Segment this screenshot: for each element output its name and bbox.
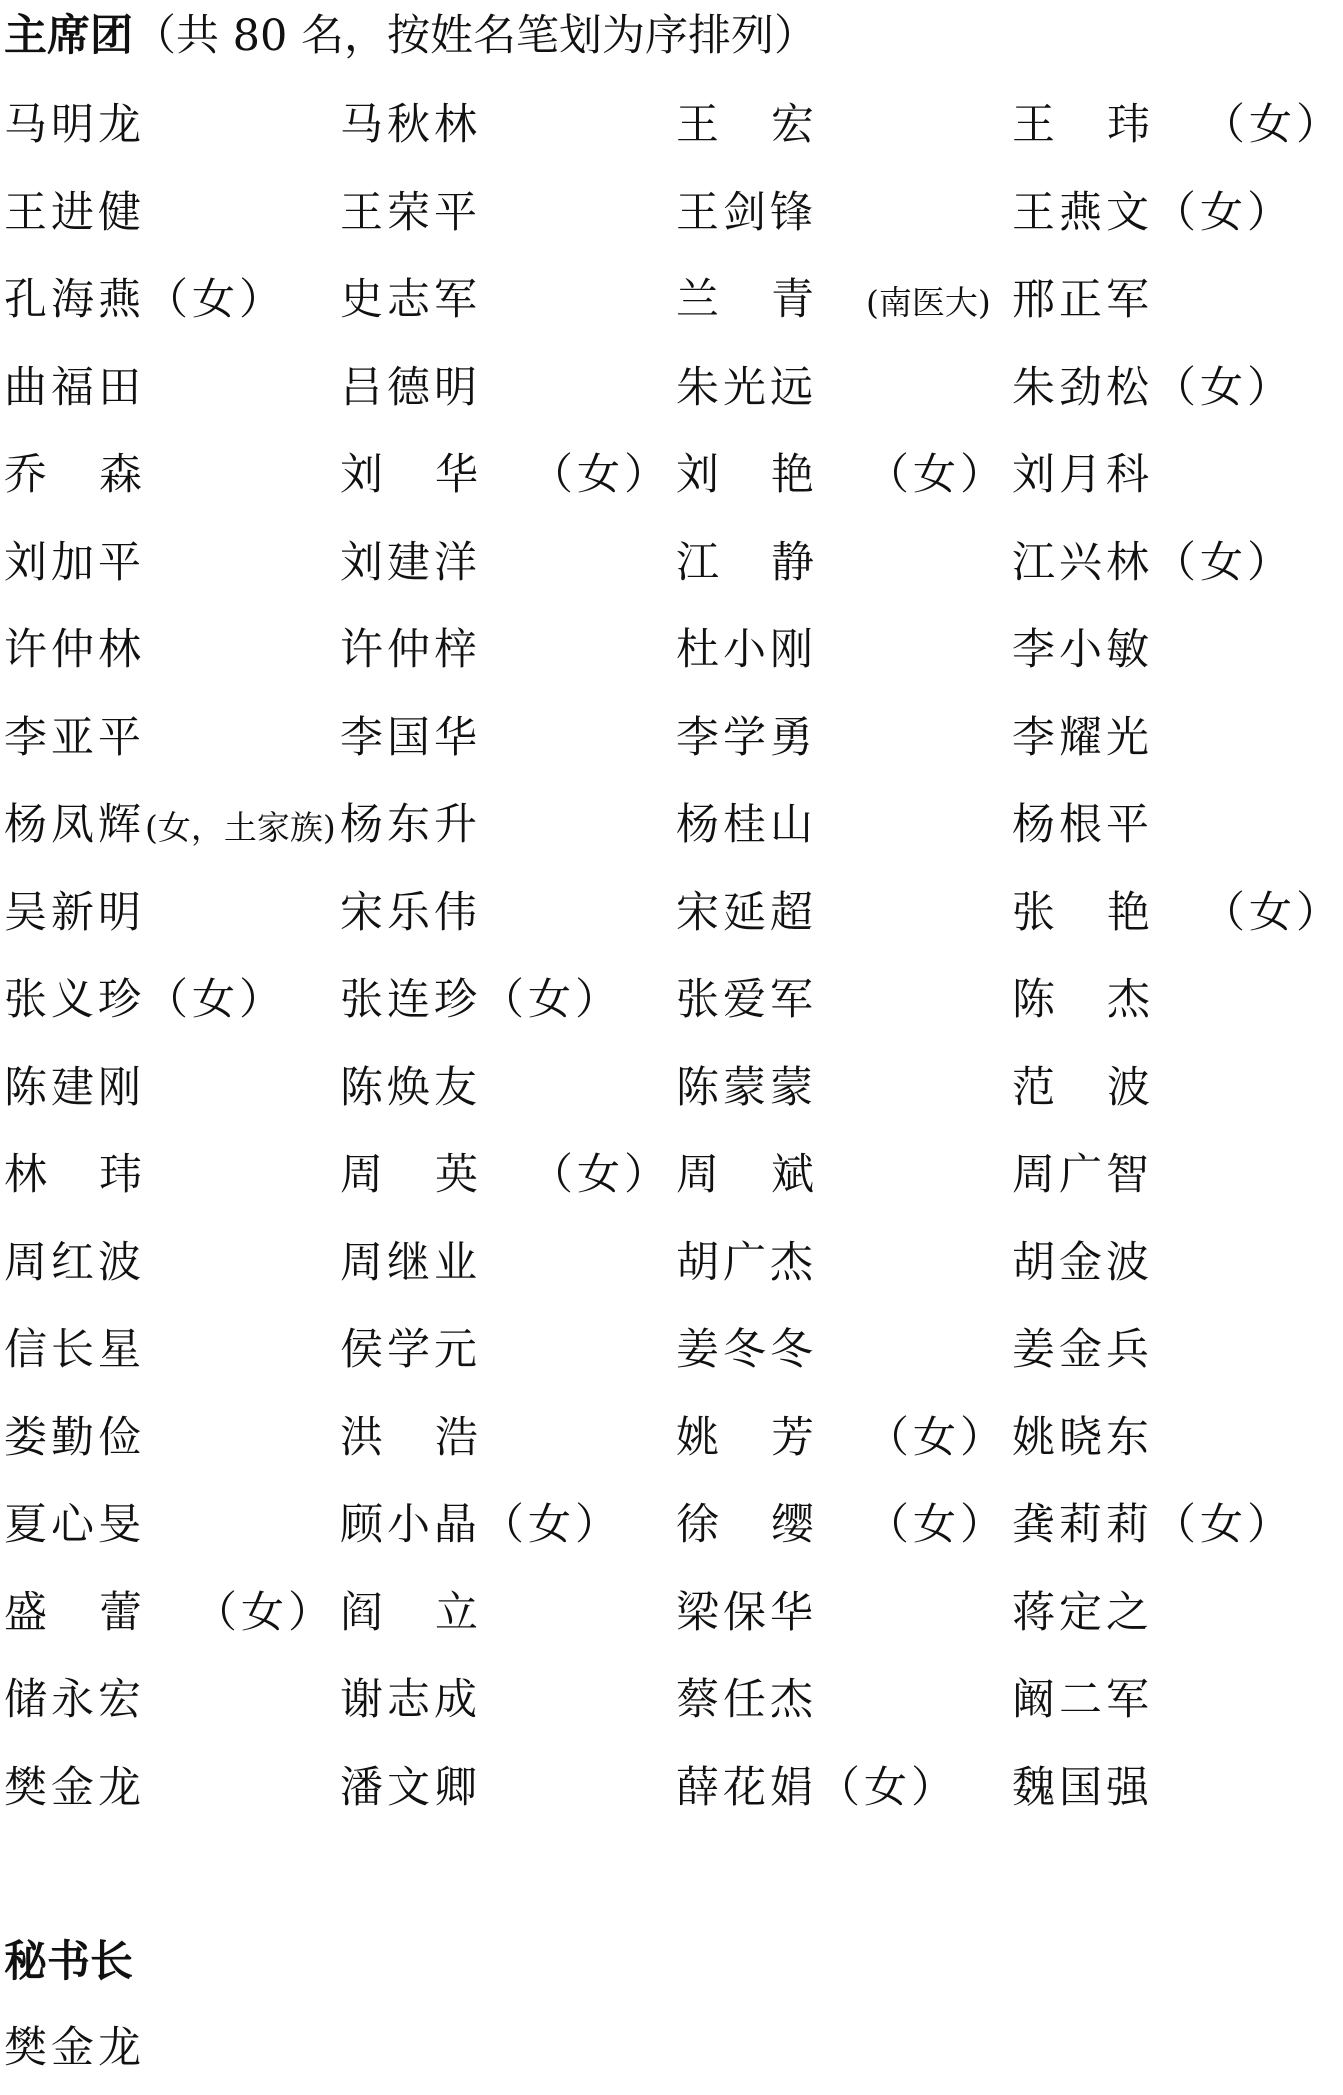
member-name: 刘月科 [1012,450,1153,500]
member-name: 陈建刚 [4,1062,145,1113]
member-entry [340,1495,676,1583]
member-name: 姜冬冬 [676,1325,817,1375]
member-entry [676,1320,1012,1408]
member-name: 夏心旻 [4,1500,145,1550]
member-entry [1012,270,1280,358]
member-entry [676,970,1012,1058]
member-entry [676,1145,1012,1233]
member-name: 孔海燕 [4,275,145,325]
member-note: （女） [866,1500,1007,1550]
member-name: 史志军 [340,275,481,325]
member-entry [676,1233,1012,1321]
member-name: 薛花娟 [676,1762,817,1813]
secretary-general-title: 秘书长 [4,1937,133,1987]
member-entry [340,708,676,796]
member-entry [1012,708,1280,796]
member-note: （女） [1153,537,1294,588]
presidium-heading [4,6,817,66]
member-entry [676,445,1012,533]
member-entry [1012,1233,1280,1321]
member-name: 周红波 [4,1237,145,1288]
member-entry [340,1670,676,1758]
member-name: 王进健 [4,187,145,238]
member-entry [4,1758,340,1846]
member-name: 刘艳 [676,450,866,500]
member-entry [676,1670,1012,1758]
member-name: 宋乐伟 [340,887,481,938]
member-entry [1012,620,1280,708]
member-name: 盛蕾 [4,1587,194,1638]
member-entry [340,1320,676,1408]
member-note: （女） [145,275,286,325]
member-note: （女） [1153,362,1294,413]
member-name: 洪浩 [340,1412,530,1463]
member-entry [340,620,676,708]
member-name: 李小敏 [1012,625,1153,675]
member-name: 张艳 [1012,887,1202,938]
member-name: 邢正军 [1012,275,1153,325]
member-name: 樊金龙 [4,1762,145,1813]
member-name: 信长星 [4,1325,145,1375]
member-entry [1012,358,1294,446]
member-entry [340,970,676,1058]
member-note: （女） [866,1412,1007,1463]
member-entry [676,358,1012,446]
member-name: 吴新明 [4,887,145,938]
member-entry [340,1233,676,1321]
member-entry [340,1758,676,1846]
member-name: 娄勤俭 [4,1412,145,1463]
presidium-subtitle: （共 80 名，按姓名笔划为序排列） [133,11,818,61]
member-name: 杜小刚 [676,625,817,675]
member-name: 李亚平 [4,712,145,763]
member-name: 梁保华 [676,1587,817,1638]
member-name: 朱劲松 [1012,362,1153,413]
presidium-title: 主席团 [4,11,133,61]
member-name: 王荣平 [340,187,481,238]
member-name: 许仲林 [4,625,145,675]
member-name: 姚晓东 [1012,1412,1153,1463]
member-name: 江静 [676,537,866,588]
member-note: （女） [1153,1500,1294,1550]
member-name: 杨桂山 [676,800,817,850]
secretary-general-name: 樊金龙 [4,2023,145,2073]
member-note: （女） [481,975,622,1025]
member-note: （女） [866,450,1007,500]
member-name: 江兴林 [1012,537,1153,588]
member-entry [1012,883,1343,971]
member-entry [676,1408,1012,1496]
member-entry [340,883,676,971]
member-name: 张义珍 [4,975,145,1025]
member-note: （女） [530,450,671,500]
member-name: 兰青 [676,275,866,325]
member-entry [340,1145,676,1233]
presidium-name-grid [4,95,1343,1845]
member-name: 蔡任杰 [676,1675,817,1725]
member-entry [340,795,676,883]
member-entry [340,183,676,271]
member-entry [676,708,1012,796]
member-entry [676,795,1012,883]
member-name: 王剑锋 [676,187,817,238]
member-name: 龚莉莉 [1012,1500,1153,1550]
member-entry [1012,95,1343,183]
member-name: 周英 [340,1150,530,1200]
member-entry [340,358,676,446]
member-entry [4,533,340,621]
member-name: 谢志成 [340,1675,481,1725]
member-entry [676,533,1012,621]
member-name: 顾小晶 [340,1500,481,1550]
member-entry [4,270,340,358]
member-entry [340,270,676,358]
member-note: （女） [1202,887,1343,938]
member-entry [4,1233,340,1321]
member-entry [1012,795,1280,883]
member-entry [340,1408,676,1496]
member-name: 刘华 [340,450,530,500]
member-note: （女） [1202,100,1343,150]
member-name: 侯学元 [340,1325,481,1375]
member-name: 储永宏 [4,1675,145,1725]
member-name: 王玮 [1012,100,1202,150]
member-entry [4,445,340,533]
member-name: 周斌 [676,1150,866,1200]
member-name: 林玮 [4,1150,194,1200]
member-name: 蒋定之 [1012,1587,1153,1638]
member-name: 王宏 [676,100,866,150]
member-name: 姚芳 [676,1412,866,1463]
member-name: 张连珍 [340,975,481,1025]
member-name: 刘加平 [4,537,145,588]
member-name: 陈焕友 [340,1062,481,1113]
member-name: 阚二军 [1012,1675,1153,1725]
member-note: (女，土家族) [145,808,336,847]
member-name: 潘文卿 [340,1762,481,1813]
member-entry [4,883,340,971]
member-name: 马明龙 [4,100,145,150]
member-note: （女） [481,1500,622,1550]
member-name: 李耀光 [1012,712,1153,763]
member-note: （女） [145,975,286,1025]
member-name: 曲福田 [4,362,145,413]
member-entry [4,95,340,183]
member-entry [340,445,676,533]
member-name: 乔森 [4,450,194,500]
member-entry [676,1758,1012,1846]
member-name: 吕德明 [340,362,481,413]
member-name: 马秋林 [340,100,481,150]
member-entry [340,533,676,621]
member-name: 胡广杰 [676,1237,817,1288]
member-name: 刘建洋 [340,537,481,588]
member-name: 陈杰 [1012,975,1202,1025]
member-entry [1012,1670,1280,1758]
member-note: （女） [1153,187,1294,238]
member-name: 朱光远 [676,362,817,413]
member-entry [340,1583,676,1671]
member-entry [676,270,1012,358]
member-entry [4,358,340,446]
member-name: 王燕文 [1012,187,1153,238]
member-name: 胡金波 [1012,1237,1153,1288]
member-note: （女） [194,1587,335,1638]
member-entry [4,1495,340,1583]
member-entry [1012,1408,1280,1496]
member-name: 范波 [1012,1062,1202,1113]
member-name: 许仲梓 [340,625,481,675]
member-entry [1012,445,1280,533]
member-entry [340,1058,676,1146]
member-entry [1012,1320,1280,1408]
member-entry [4,620,340,708]
member-name: 周广智 [1012,1150,1153,1200]
member-entry [1012,1758,1280,1846]
member-name: 魏国强 [1012,1762,1153,1813]
member-name: 杨根平 [1012,800,1153,850]
member-name: 陈蒙蒙 [676,1062,817,1113]
member-entry [1012,1583,1280,1671]
member-entry [4,1408,340,1496]
member-note: (南医大) [866,283,991,322]
member-entry [4,1583,340,1671]
member-entry [676,1495,1012,1583]
member-name: 张爱军 [676,975,817,1025]
member-entry [676,95,1012,183]
member-entry [4,970,340,1058]
member-entry [4,1058,340,1146]
member-entry [4,1145,340,1233]
member-name: 宋延超 [676,887,817,938]
member-entry [1012,970,1280,1058]
member-entry [4,708,340,796]
member-entry [1012,1495,1294,1583]
member-entry [676,183,1012,271]
member-note: （女） [817,1762,958,1813]
member-name: 阎立 [340,1587,530,1638]
member-name: 李学勇 [676,712,817,763]
member-entry [1012,183,1294,271]
member-entry [4,1670,340,1758]
member-entry [4,795,340,883]
member-entry [340,95,676,183]
member-entry [1012,1145,1280,1233]
member-name: 李国华 [340,712,481,763]
member-name: 周继业 [340,1237,481,1288]
member-name: 徐缨 [676,1500,866,1550]
member-entry [676,1058,1012,1146]
member-entry [676,1583,1012,1671]
member-entry [4,1320,340,1408]
member-name: 杨凤辉 [4,800,145,850]
member-name: 杨东升 [340,800,481,850]
member-name: 姜金兵 [1012,1325,1153,1375]
member-entry [676,620,1012,708]
member-entry [1012,1058,1280,1146]
member-entry [676,883,1012,971]
member-note: （女） [530,1150,671,1200]
member-entry [1012,533,1294,621]
member-entry [4,183,340,271]
